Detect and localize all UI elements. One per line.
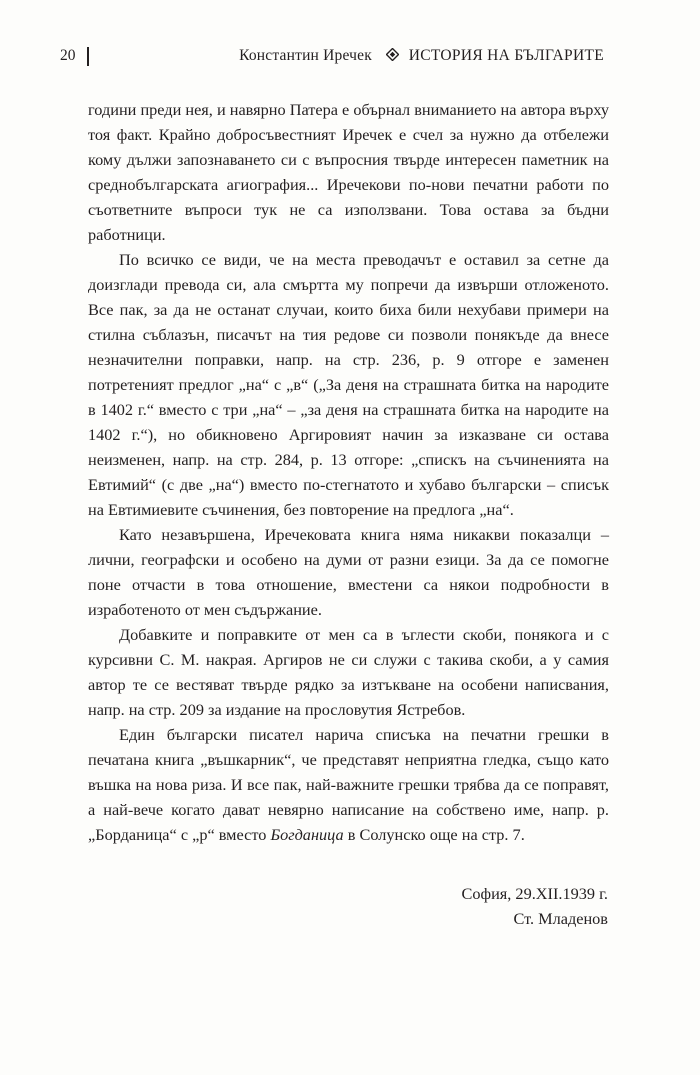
paragraph-3: Като незавършена, Иречековата книга няма никакви показалци – лични, географски и особено на думи от разни езици. За да се помогне поне отчасти в това отношение, вместени са някои подробности в изработеното от мен съдържание. bbox=[88, 525, 609, 619]
header-titles bbox=[239, 43, 604, 69]
header-book-title: ИСТОРИЯ НА БЪЛГАРИТЕ bbox=[408, 47, 604, 64]
paragraph-5 bbox=[88, 722, 609, 847]
header-author: Константин Иречек bbox=[239, 47, 372, 64]
signature-block bbox=[462, 881, 608, 931]
paragraph-2: По всичко се види, че на места преводачът е оставил за сетне да доизглади превода си, ала смъртта му попречи да извърши отложеното. Все пак, за да не останат случаи, които биха били нехубави примери на стилна съблазън, писачът на тия редове си позволи понякъде да внесе незначителни поправки, напр. на стр. 236, р. 9 отгоре е заменен потретеният предлог „на“ с „в“ („За деня на страшната битка на народите в 1402 г.“ вместо с три „на“ – „за деня на страшната битка на народите на 1402 г.“), но обикновено Аргировият начин за изказване си остава неизменен, напр. на стр. 284, р. 13 отгоре: „спискъ на съчиненията на Евтимий“ (с две „на“) вместо по-стегнатото и хубаво български – списък на Евтимиевите съчинения, без повторение на предлога „на“. bbox=[88, 250, 609, 519]
signature-name: Ст. Младенов bbox=[513, 909, 608, 928]
paragraph-5-text-a: Един български писател нарича списъка на печатни грешки в печатана книга „въшкарник“, че представят неприятна гледка, също като въшка на нова риза. И все пак, най-важните грешки трябва да се поправят, а най-вече когато дават невярно написание на собствено име, напр. р. „Борданица“ с „р“ вместо bbox=[88, 725, 609, 844]
paragraph-1: години преди нея, и навярно Патера е обърнал вниманието на автора върху тоя факт. Крайно добросъвестният Иречек е счел за нужно да отбележи кому дължи запознаването си с въпросния твърде интересен паметник на среднобългарската агиография... Иречекови по-нови печатни работи по съответните въпроси тук не са използвани. Това остава за бъдни работници. bbox=[88, 100, 609, 244]
signature-place-date: София, 29.XII.1939 г. bbox=[461, 884, 608, 903]
paragraph-5-italic-name: Богданица bbox=[270, 825, 344, 844]
main-text bbox=[88, 97, 609, 847]
paragraph-4: Добавките и поправките от мен са в ъглести скоби, понякога и с курсивни С. М. накрая. Аргиров не си служи с такива скоби, а у самия автор те се вестяват твърде рядко за изтъкване на особени написвания, напр. на стр. 209 за издание на прословутия Ястребов. bbox=[88, 625, 609, 719]
page-number: 20 bbox=[60, 47, 76, 64]
paragraph-5-text-b: в Солунско още на стр. 7. bbox=[343, 825, 525, 844]
running-header bbox=[60, 43, 604, 69]
header-divider bbox=[87, 47, 89, 66]
diamond-icon bbox=[386, 48, 399, 61]
